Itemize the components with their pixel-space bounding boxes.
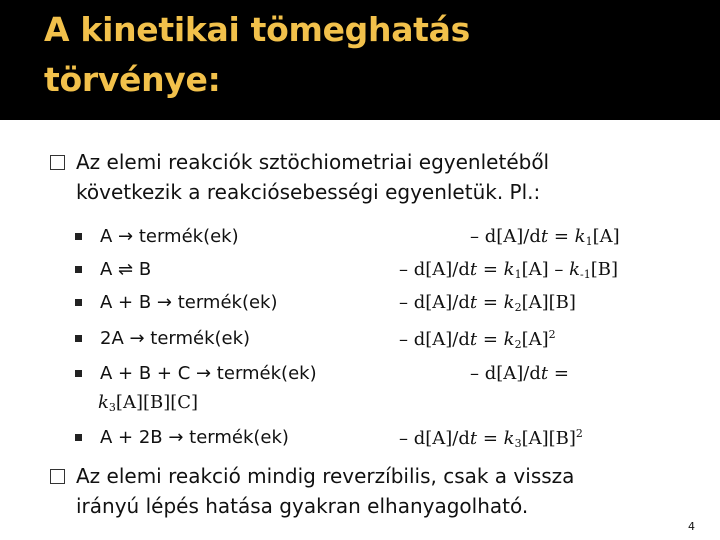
title-bar — [0, 0, 720, 120]
rate-equation: – $d[A]/dt = k_3[A][B]^2$ — [399, 427, 583, 450]
square-bullet-icon — [75, 266, 82, 273]
reaction-equation: A + B + C → termék(ek) — [100, 363, 317, 384]
paragraph-1-line-1: Az elemi reakciók sztöchiometriai egyenletéből — [76, 150, 550, 174]
paragraph-2-line-1: Az elemi reakció mindig reverzíbilis, csak a vissza — [76, 464, 575, 488]
rate-equation: – $d[A]/dt = k_1[A]$ — [470, 226, 620, 248]
rate-equation-continuation: $k_3[A][B][C]$ — [98, 392, 199, 414]
page-number: 4 — [688, 520, 695, 533]
slide-title-line-1: A kinetikai tömeghatás — [44, 10, 470, 49]
rate-equation: – $d[A]/dt = k_2[A]^2$ — [399, 328, 556, 351]
reaction-equation: A + B → termék(ek) — [100, 292, 278, 313]
checkbox-bullet-icon — [50, 469, 65, 484]
rate-equation: – d[A]/dt = — [470, 363, 569, 384]
square-bullet-icon — [75, 335, 82, 342]
paragraph-2-line-2: irányú lépés hatása gyakran elhanyagolható. — [76, 494, 529, 518]
square-bullet-icon — [75, 434, 82, 441]
square-bullet-icon — [75, 299, 82, 306]
square-bullet-icon — [75, 370, 82, 377]
checkbox-bullet-icon — [50, 155, 65, 170]
reaction-equation: A → termék(ek) — [100, 226, 239, 247]
reaction-equation: A ⇌ B — [100, 259, 152, 280]
reaction-equation: A + 2B → termék(ek) — [100, 427, 289, 448]
reaction-equation: 2A → termék(ek) — [100, 328, 251, 349]
paragraph-1-line-2: következik a reakciósebességi egyenletük. Pl.: — [76, 180, 541, 204]
rate-equation: – $d[A]/dt = k_1[A] - k_{-1}[B]$ — [399, 259, 618, 281]
slide-title-line-2: törvénye: — [44, 60, 221, 99]
square-bullet-icon — [75, 233, 82, 240]
rate-equation: – $d[A]/dt = k_2[A][B]$ — [399, 292, 576, 314]
